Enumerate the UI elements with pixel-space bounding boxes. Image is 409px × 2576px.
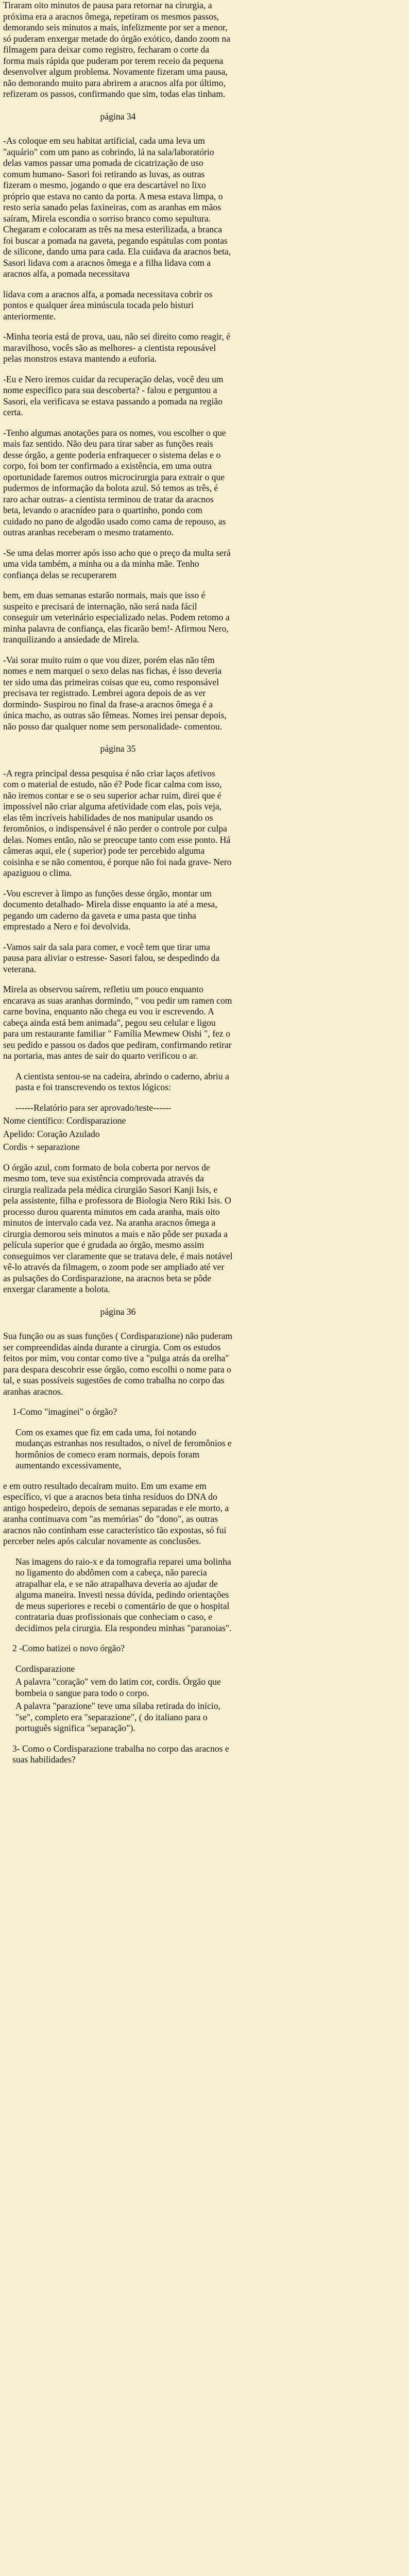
question-heading: 2 -Como batizei o novo órgão? xyxy=(12,1643,125,1653)
report-field: Nome científico: Cordisparazione xyxy=(3,1115,126,1126)
page-number-34: página 34 xyxy=(100,111,136,122)
question-heading: 1-Como "imaginei" o órgão? xyxy=(12,1406,117,1417)
paragraph: bem, em duas semanas estarão normais, mais que isso é suspeito e precisará de internação, não será nada fácil conseguir um veterinário especializado nelas. Podem retomo a minha palavra de confiança, elas ficarão bem!- Afirmou Nero, tranquilizando a ansiedade de Mirela. xyxy=(3,590,230,645)
page-number-36: página 36 xyxy=(100,1306,136,1317)
paragraph: A palavra "parazione" teve uma sílaba retirada do início, "se", completo era "separazione", ( do italiano para o português significa "separação"). xyxy=(15,1701,220,1733)
paragraph: Mirela as observou saírem, refletiu um pouco enquanto encarava as suas aranhas dormindo, " vou pedir um ramen com carne bovina, enquanto não chega eu vou ir escrevendo. A cabeça ainda está bem animada", pegou seu celular e ligou para um restaurante familiar " Família Mewmew Oishi ", fez o seu pedido e passou os dados que pediram, confirmando retirar na portaria, mas antes de sair do quarto verificou o ar. xyxy=(3,984,232,1061)
paragraph: -As coloque em seu habitat artificial, cada uma leva um "aquário" com um pano as cobrindo, lá na sala/laboratório delas vamos passar uma pomada de cicatrização de uso comum humano- Sasori foi retirando as luvas, as outras fizeram o mesmo, jogando o que era descartável no lixo próprio que estava no canto da porta. A mesa estava limpa, o resto seria sanado pelas faxineiras, com as aranhas em mãos saíram, Mirela escondia o sorriso branco como sepultura. Chegaram e colocaram as três na mesa esterilizada, a branca foi buscar a pomada na gaveta, pegando espátulas com pontas de silicone, dando uma para cada. Ela cuidava da aracnos beta, Sasori lidava com a aracnos ômega e a filha lidava com a aracnos alfa, a pomada necessitava xyxy=(3,135,231,279)
report-separator: ------Relatório para ser aprovado/teste------ xyxy=(15,1102,172,1113)
paragraph: A cientista sentou-se na cadeira, abrindo o caderno, abriu a pasta e foi transcrevendo os textos lógicos: xyxy=(15,1071,229,1092)
paragraph: -Tenho algumas anotações para os nomes, vou escolher o que mais faz sentido. Não deu para tirar saber as funções reais desse órgão, a gente poderia enfraquecer o sistema delas e o corpo, foi bom ter confirmado a existência, em uma outra oportunidade faremos outros microcirurgia para extrair o que pudermos de informação da bolota azul. Só temos as três, é raro achar outras- a cientista terminou de tratar da aracnos beta, levando o aracnídeo para o quartinho, pondo com cuidado no pano de algodão usado como cama de repouso, as outras aranhas receberam o mesmo tratamento. xyxy=(3,427,226,537)
paragraph: Tiraram oito minutos de pausa para retornar na cirurgia, a próxima era a aracnos ômega, repetiram os mesmos passos, demorando seis minutos a mais, infelizmente por ser a menor, só puderam enxergar metade do órgão exótico, dando zoom na filmagem para deixar como registro, fecharam o corte da forma mais rápida que puderam por terem receio da pequena desenvolver algum problema. Novamente fizeram uma pausa, não demorando muito para abrirem a aracnos alfa por último, refizeram os passos, confirmando que sim, todas elas tinham. xyxy=(3,0,231,99)
paragraph: lidava com a aracnos alfa, a pomada necessitava cobrir os pontos e qualquer área minúscula tocada pelo bisturi anteriormente. xyxy=(3,289,213,321)
page-number-35: página 35 xyxy=(100,743,136,754)
report-field: Cordis + separazione xyxy=(3,1142,80,1152)
paragraph: A palavra "coração" vem do latim cor, cordis. Órgão que bombeia o sangue para todo o corpo. xyxy=(15,1676,221,1698)
paragraph: Nas imagens do raio-x e da tomografia reparei uma bolinha no ligamento do abdômen com a cabeça, não parecia atrapalhar ela, e se não atrapalhava deveria ao ajudar de alguma maneira. Investi nessa dúvida, pedindo orientações de meus superiores e recebi o comentário de que o hospital contrataria duas profissionais que conheciam o caso, e decidimos pela cirurgia. Ela respondeu minhas "paranoias". xyxy=(15,1556,232,1633)
paragraph: O órgão azul, com formato de bola coberta por nervos de mesmo tom, teve sua existência comprovada através da cirurgia realizada pela médica cirurgião Sasori Kanji Isis, e pela assistente, filha e professora de Biologia Nero Riki Isis. O processo durou quarenta minutos em cada aranha, mais oito minutos de intervalo cada vez. Na aranha aracnos ômega a cirurgia demorou seis minutos a mais e não pôde ser puxada a película superior que é grudada ao órgão, mesmo assim conseguimos ver claramente que se tratava dele, é mais notável vê-lo através da filmagem, o zoom pode ser ampliado até ver as pulsações do Cordisparazione, na aracnos beta se pôde enxergar claramente a bolota. xyxy=(3,1162,233,1294)
paragraph: -A regra principal dessa pesquisa é não criar laços afetivos com o material de estudo, não é? Pode ficar calma com isso, não iremos contar e se o seu superior achar ruim, direi que é impossível não criar alguma afetividade com elas, pois veja, elas têm incríveis habilidades de nos manipular usando os feromônios, o indispensável é não perder o controle por culpa delas. Nomes então, não se preocupe tanto com esse ponto. Há câmeras aqui, ele ( superior) pode ter percebido alguma coisinha e se não comentou, é porque não foi nada grave- Nero apaziguou o clima. xyxy=(3,768,232,878)
paragraph: e em outro resultado decaíram muito. Em um exame em específico, vi que a aracnos beta tinha resíduos do DNA do antigo hospedeiro, depois de semanas separadas e ele morto, a aranha continuava com "as memórias" do "dono", as outras aracnos não continham esse característico tão expostas, só fui perceber neles após calcular novamente as conclusões. xyxy=(3,1480,229,1546)
paragraph: -Eu e Nero iremos cuidar da recuperação delas, você deu um nome específico para sua descoberta? - falou e perguntou a Sasori, ela verificava se estava passando a pomada na região certa. xyxy=(3,374,224,417)
section-title: Cordisparazione xyxy=(15,1663,75,1674)
paragraph: Sua função ou as suas funções ( Cordisparazione) não puderam ser compreendidas ainda durante a cirurgia. Com os estudos feitos por mim, vou contar como tive a "pulga atrás da orelha" para despara descobrir esse órgão, como escolhi o nome para o tal, e suas possíveis sugestões de como trabalha no corpo das aranhas aracnos. xyxy=(3,1331,233,1397)
paragraph: -Vou escrever à limpo as funções desse órgão, montar um documento detalhado- Mirela disse enquanto ia até a mesa, pegando um caderno da gaveta e uma pasta que tinha emprestado a Nero e foi devolvida. xyxy=(3,888,217,931)
text-column xyxy=(3,0,233,1766)
paragraph: -Se uma delas morrer após isso acho que o preço da multa será uma vida também, a minha ou a da minha mãe. Tenho confiança delas se recuperarem xyxy=(3,547,231,580)
paragraph: -Vai sorar muito ruim o que vou dizer, porém elas não têm nomes e nem marquei o sexo delas nas fichas, é isso deveria ter sido uma das primeiras coisas que eu, como responsável precisava ter registrado. Lembrei agora depois de as ver dormindo- Suspirou no final da frase-a aracnos ômega é a única macho, as outras são fêmeas. Nomes irei pensar depois, não posso dar qualquer nome sem personalidade- comentou. xyxy=(3,654,227,732)
paragraph: -Minha teoria está de prova, uau, não sei direito como reagir, é maravilhoso, vocês são as melhores- a cientista repousável pelas monstros estava mantendo a euforia. xyxy=(3,331,230,364)
paragraph: -Vamos sair da sala para comer, e você tem que tirar uma pausa para aliviar o estresse- Sasori falou, se despedindo da veterana. xyxy=(3,941,220,974)
report-field: Apelido: Coração Azulado xyxy=(3,1128,100,1139)
question-heading: 3- Como o Cordisparazione trabalha no corpo das aracnos e suas habilidades? xyxy=(12,1743,229,1765)
paragraph: Com os exames que fiz em cada uma, foi notando mudanças estranhas nos resultados, o nível de feromônios e hormônios de comeco eram normais, depois foram aumentando excessivamente, xyxy=(15,1427,232,1470)
